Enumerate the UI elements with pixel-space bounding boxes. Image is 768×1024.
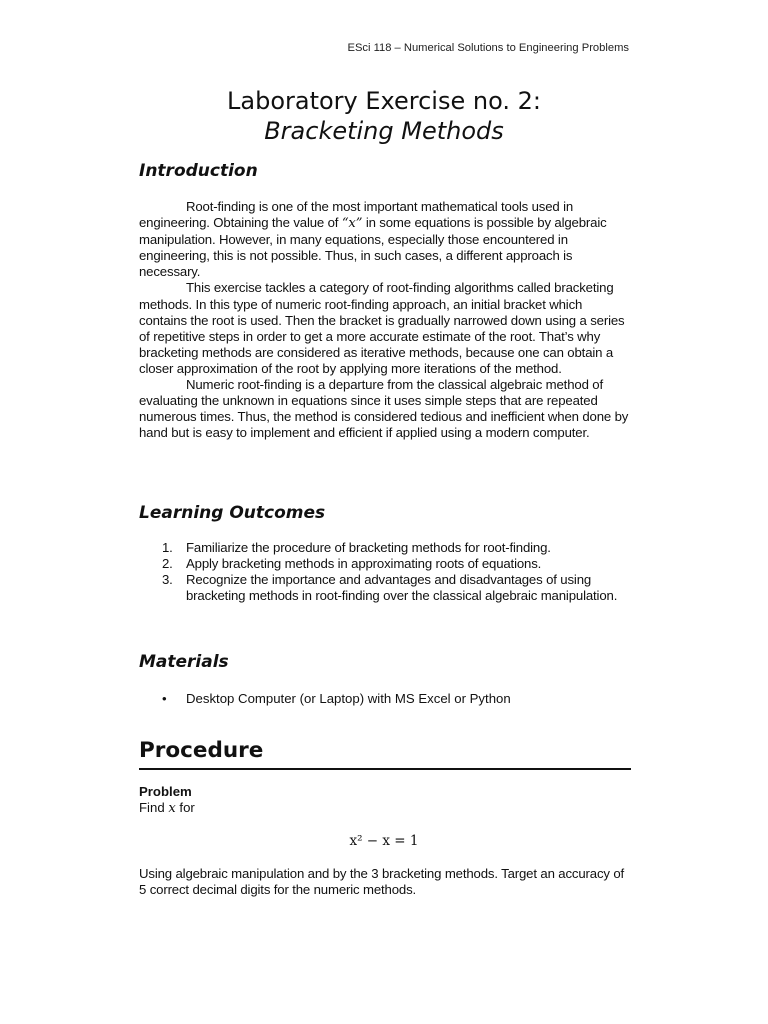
introduction-p1-part-a: Root-finding is one of the most important mathematical tools used in engineering. Obtaining the value of [139, 199, 574, 231]
title-line-1: Laboratory Exercise no. 2: [227, 87, 541, 115]
find-prefix: Find [139, 800, 169, 816]
list-item-text: Recognize the importance and advantages and disadvantages of using bracketing methods in root-finding over the classical algebraic manipulation. [186, 572, 618, 604]
list-item-number: 3. [162, 572, 173, 588]
procedure-heading: Procedure [139, 738, 264, 763]
problem-equation: x² − x = 1 [349, 833, 419, 849]
find-variable: x [168, 801, 176, 817]
materials-heading: Materials [139, 652, 229, 672]
bullet-icon: • [162, 691, 167, 706]
list-item-text: Apply bracketing methods in approximating roots of equations. [186, 556, 542, 572]
page-title [0, 86, 768, 146]
list-item-number: 2. [162, 556, 173, 572]
procedure-divider [139, 768, 631, 770]
find-suffix: for [175, 800, 195, 816]
list-item [139, 540, 631, 556]
list-item [139, 572, 631, 604]
learning-outcomes-list [139, 540, 631, 604]
course-header: ESci 118 – Numerical Solutions to Engineering Problems [347, 42, 629, 54]
introduction-paragraph-2: This exercise tackles a category of root-finding algorithms called bracketing methods. In this type of numeric root-finding approach, an initial bracket which contains the root is used. Then the bracket is gradually narrowed down using a series of repetitive steps in order to get a more accurate estimate of the root. That’s why bracketing methods are considered as iterative methods, because one can obtain a closer approximation of the root by applying more iterations of the method. [139, 280, 625, 376]
learning-outcomes-heading: Learning Outcomes [139, 503, 326, 523]
materials-list [139, 691, 631, 707]
problem-block [139, 784, 631, 817]
list-item [139, 691, 631, 707]
problem-label: Problem [139, 784, 192, 799]
introduction-paragraph-3: Numeric root-finding is a departure from the classical algebraic method of evaluating the unknown in equations since it uses simple steps that are repeated numerous times. Thus, the method is considered tedious and inefficient when done by hand but is easy to implement and efficient if applied using a modern computer. [139, 377, 629, 441]
introduction-heading: Introduction [139, 161, 258, 181]
list-item-number: 1. [162, 540, 173, 555]
problem-instruction: Using algebraic manipulation and by the 3 bracketing methods. Target an accuracy of 5 correct decimal digits for the numeric methods. [139, 866, 625, 898]
introduction-p1-variable: “x” [341, 216, 363, 232]
introduction-paragraph-1 [139, 199, 631, 280]
title-line-2: Bracketing Methods [264, 117, 504, 145]
list-item-text: Desktop Computer (or Laptop) with MS Excel or Python [186, 691, 511, 706]
list-item-text: Familiarize the procedure of bracketing methods for root-finding. [186, 540, 551, 555]
list-item [139, 556, 631, 572]
introduction-body [139, 199, 631, 441]
introduction-p1-part-b: in some equations is possible by algebraic manipulation. However, in many equations, especially those encountered in engineering, this is not possible. Thus, in such cases, a different approach is necessary. [139, 215, 607, 280]
